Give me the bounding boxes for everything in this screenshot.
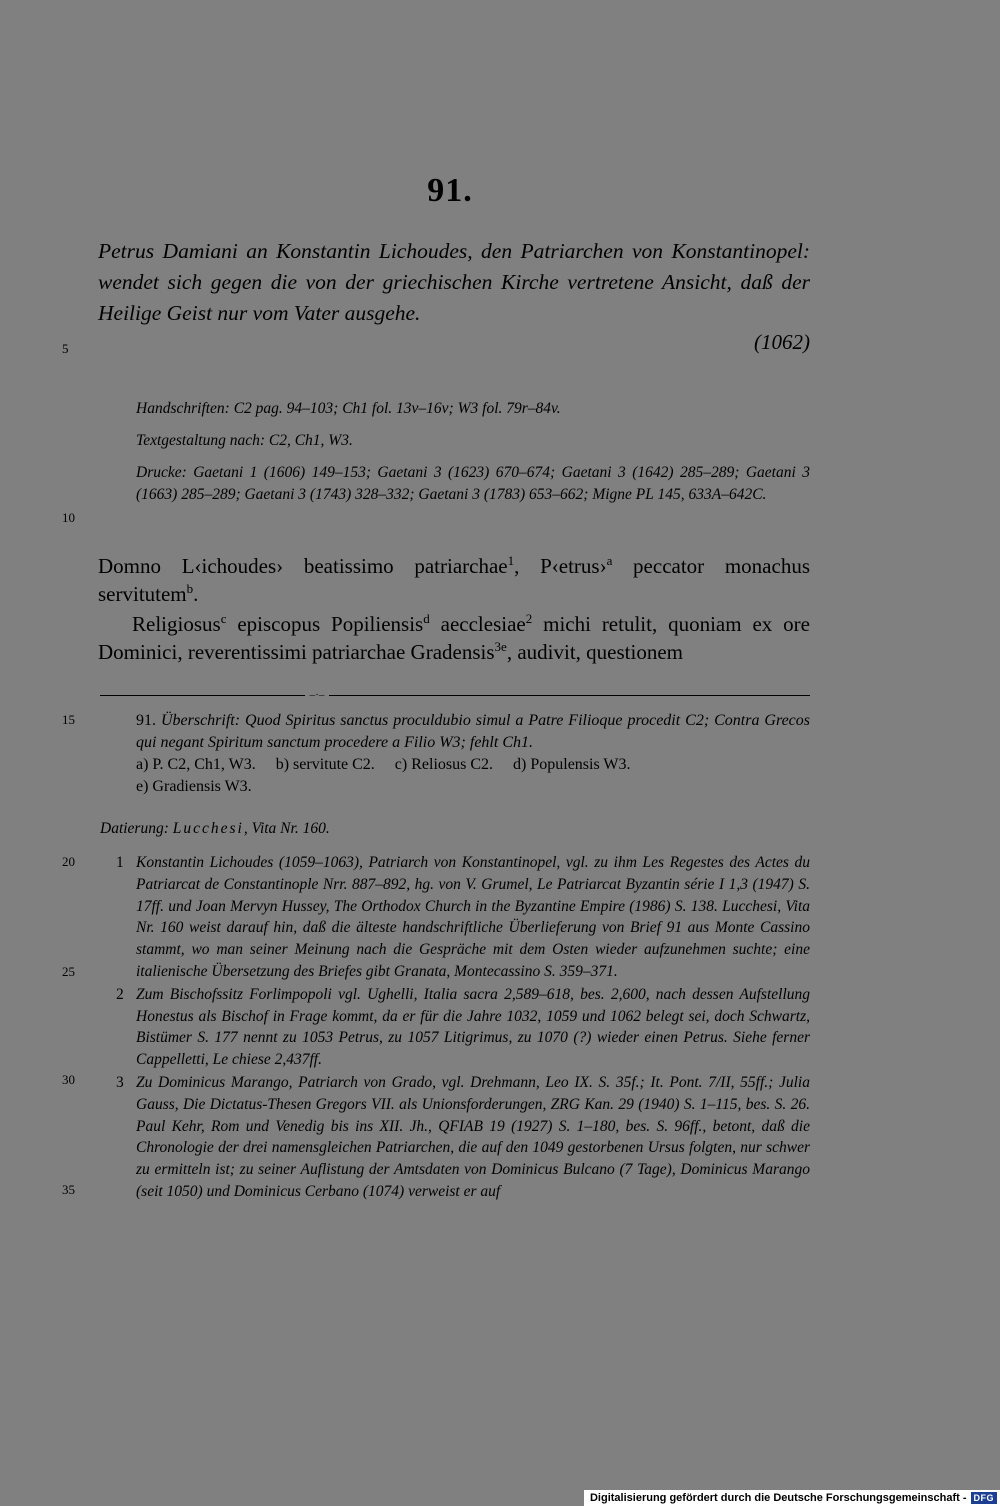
line-number: 10 <box>62 510 75 525</box>
footnote-number: 1 <box>116 854 124 871</box>
footnote-item <box>116 984 810 1071</box>
line-number: 15 <box>62 712 75 727</box>
dating-note <box>100 820 330 838</box>
line-number: 35 <box>62 1182 75 1197</box>
apparatus-variants: a) P. C2, Ch1, W3. b) servitute C2. c) Reliosus C2. d) Populensis W3. <box>136 756 631 773</box>
funding-footer <box>584 1490 1000 1506</box>
salutation-text: Domno L‹ichoudes› beatissimo patriarchae <box>98 554 508 578</box>
footnote-ref: b <box>186 581 194 596</box>
apparatus-variant-e: e) Gradiensis W3. <box>136 778 252 795</box>
footnote-number: 2 <box>116 985 124 1003</box>
footnote-item <box>116 852 810 983</box>
regest-summary: Petrus Damiani an Konstantin Lichoudes, den Patriarchen von Konstantinopel: wendet sich gegen die von der griechischen Kirche vertretene Ansicht, daß der Heilige Geist nur vom Vater ausgehe. <box>98 239 810 325</box>
body-text: michi retulit, quoniam ex ore Dominici, reverentissimi patriarchae Gradensis <box>98 612 810 664</box>
body-paragraph <box>98 610 810 666</box>
footnote-text: Konstantin Lichoudes (1059–1063), Patriarch von Konstantinopel, vgl. zu ihm Les Regestes des Actes du Patriarcat de Constantinople Nrr. 887–892, hg. von V. Grumel, Le Patriarcat Byzantin série I 1,3 (1947) S. 17ff. und Joan Mervyn Hussey, The Orthodox Church in the Byzantine Empire (1986) S. 138. Lucchesi, Vita Nr. 160 weist darauf hin, daß die älteste handschriftliche Überlieferung von Brief 91 aus Monte Cassino stammt, wo man seiner Meinung nach die Gespräche mit dem Osten wieder aufzunehmen suchte; eine italienische Übersetzung des Briefes gibt Granata, Montecassino S. 359–371. <box>136 854 810 980</box>
line-number: 20 <box>62 854 75 869</box>
footnote-text: Zu Dominicus Marango, Patriarch von Grado, vgl. Drehmann, Leo IX. S. 35f.; It. Pont. 7/II, 55ff.; Julia Gauss, Die Dictatus-Thesen Gregors VII. als Unionsforderungen, ZRG Kan. 29 (1940) S. 1–115, bes. S. 26. Paul Kehr, Rom und Venedig bis ins XII. Jh., QFIAB 19 (1927) S. 1–180, bes. S. 96ff., betont, daß die Chronologie der drei namensgleichen Patriarchen, die auf den 1049 gestorbenen Ursus folgten, nur schwer zu ermitteln ist; zu seiner Auflistung der Amtsdaten von Dominicus Bulcano (7 Tage), Dominicus Marango (seit 1050) und Dominicus Cerbano (1074) verweist er auf <box>136 1073 810 1200</box>
line-number: 5 <box>62 341 69 356</box>
apparatus-number: 91. <box>136 712 156 729</box>
footnote-ref: c <box>220 611 227 626</box>
body-text: , audivit, questionem <box>506 640 683 664</box>
footnote-ref: 1 <box>507 553 515 568</box>
apparatus-text: Überschrift: Quod Spiritus sanctus proculdubio simul a Patre Filioque procedit C2; Contra Grecos qui negant Spiritum sanctum procedere a Filio W3; fehlt Ch1. <box>136 712 811 751</box>
manuscripts-info: Handschriften: C2 pag. 94–103; Ch1 fol. 13v–16v; W3 fol. 79r–84v. <box>136 400 561 417</box>
footnote-number: 3 <box>116 1073 124 1091</box>
body-text: aecclesiae <box>429 612 526 636</box>
body-text: Religiosus <box>132 612 221 636</box>
footnotes <box>116 852 810 1204</box>
footnote-ref: a <box>606 553 613 568</box>
salutation: Domno L‹ichoudes› beatissimo patriarchae$^1$, P‹etrus›$^a$ peccator monachus servitutem$^b$. <box>98 553 810 606</box>
salutation-text: peccator monachus servitutem <box>98 554 810 606</box>
funding-text: Digitalisierung gefördert durch die Deutsche Forschungsgemeinschaft - <box>589 1492 967 1504</box>
footnote-ref: 3e <box>494 639 507 654</box>
dating-author: Lucchesi <box>172 820 244 837</box>
line-number: 30 <box>62 1072 75 1087</box>
footnote-ref: d <box>423 611 430 626</box>
dating-label: Datierung: <box>100 820 169 837</box>
divider-mark: –·– <box>305 689 329 701</box>
footnote-divider <box>100 695 810 696</box>
dfg-logo: DFG <box>971 1492 998 1504</box>
salutation-text: , P‹etrus› <box>514 554 607 578</box>
body-text: episcopus Popiliensis <box>226 612 424 636</box>
prints-info: Drucke: Gaetani 1 (1606) 149–153; Gaetani 3 (1623) 670–674; Gaetani 3 (1642) 285–289; Gaetani 3 (1663) 285–289; Gaetani 3 (1743) 328–332; Gaetani 3 (1783) 653–662; Migne PL 145, 633A–642C. <box>136 464 810 503</box>
document-number: 91. <box>427 172 473 209</box>
dating-rest: , Vita Nr. 160. <box>243 820 330 837</box>
apparatus-heading-line <box>136 710 810 754</box>
footnote-ref: 2 <box>525 611 533 626</box>
footnote-text: Zum Bischofssitz Forlimpopoli vgl. Ughelli, Italia sacra 2,589–618, bes. 2,600, nach dessen Aufstellung Honestus als Bischof in Frage kommt, da er für die Jahre 1032, 1059 und 1062 belegt sei, doch Schwartz, Bistümer S. 177 nennt zu 1053 Petrus, zu 1057 Litigrimus, zu 1070 (?) wieder einen Petrus. Siehe ferner Cappelletti, Le chiese 2,437ff. <box>136 985 810 1069</box>
line-number: 25 <box>62 964 75 979</box>
critical-apparatus <box>136 710 810 798</box>
footnote-item <box>116 1072 810 1203</box>
text-basis-info: Textgestaltung nach: C2, Ch1, W3. <box>136 432 353 449</box>
document-date: (1062) <box>754 330 810 354</box>
